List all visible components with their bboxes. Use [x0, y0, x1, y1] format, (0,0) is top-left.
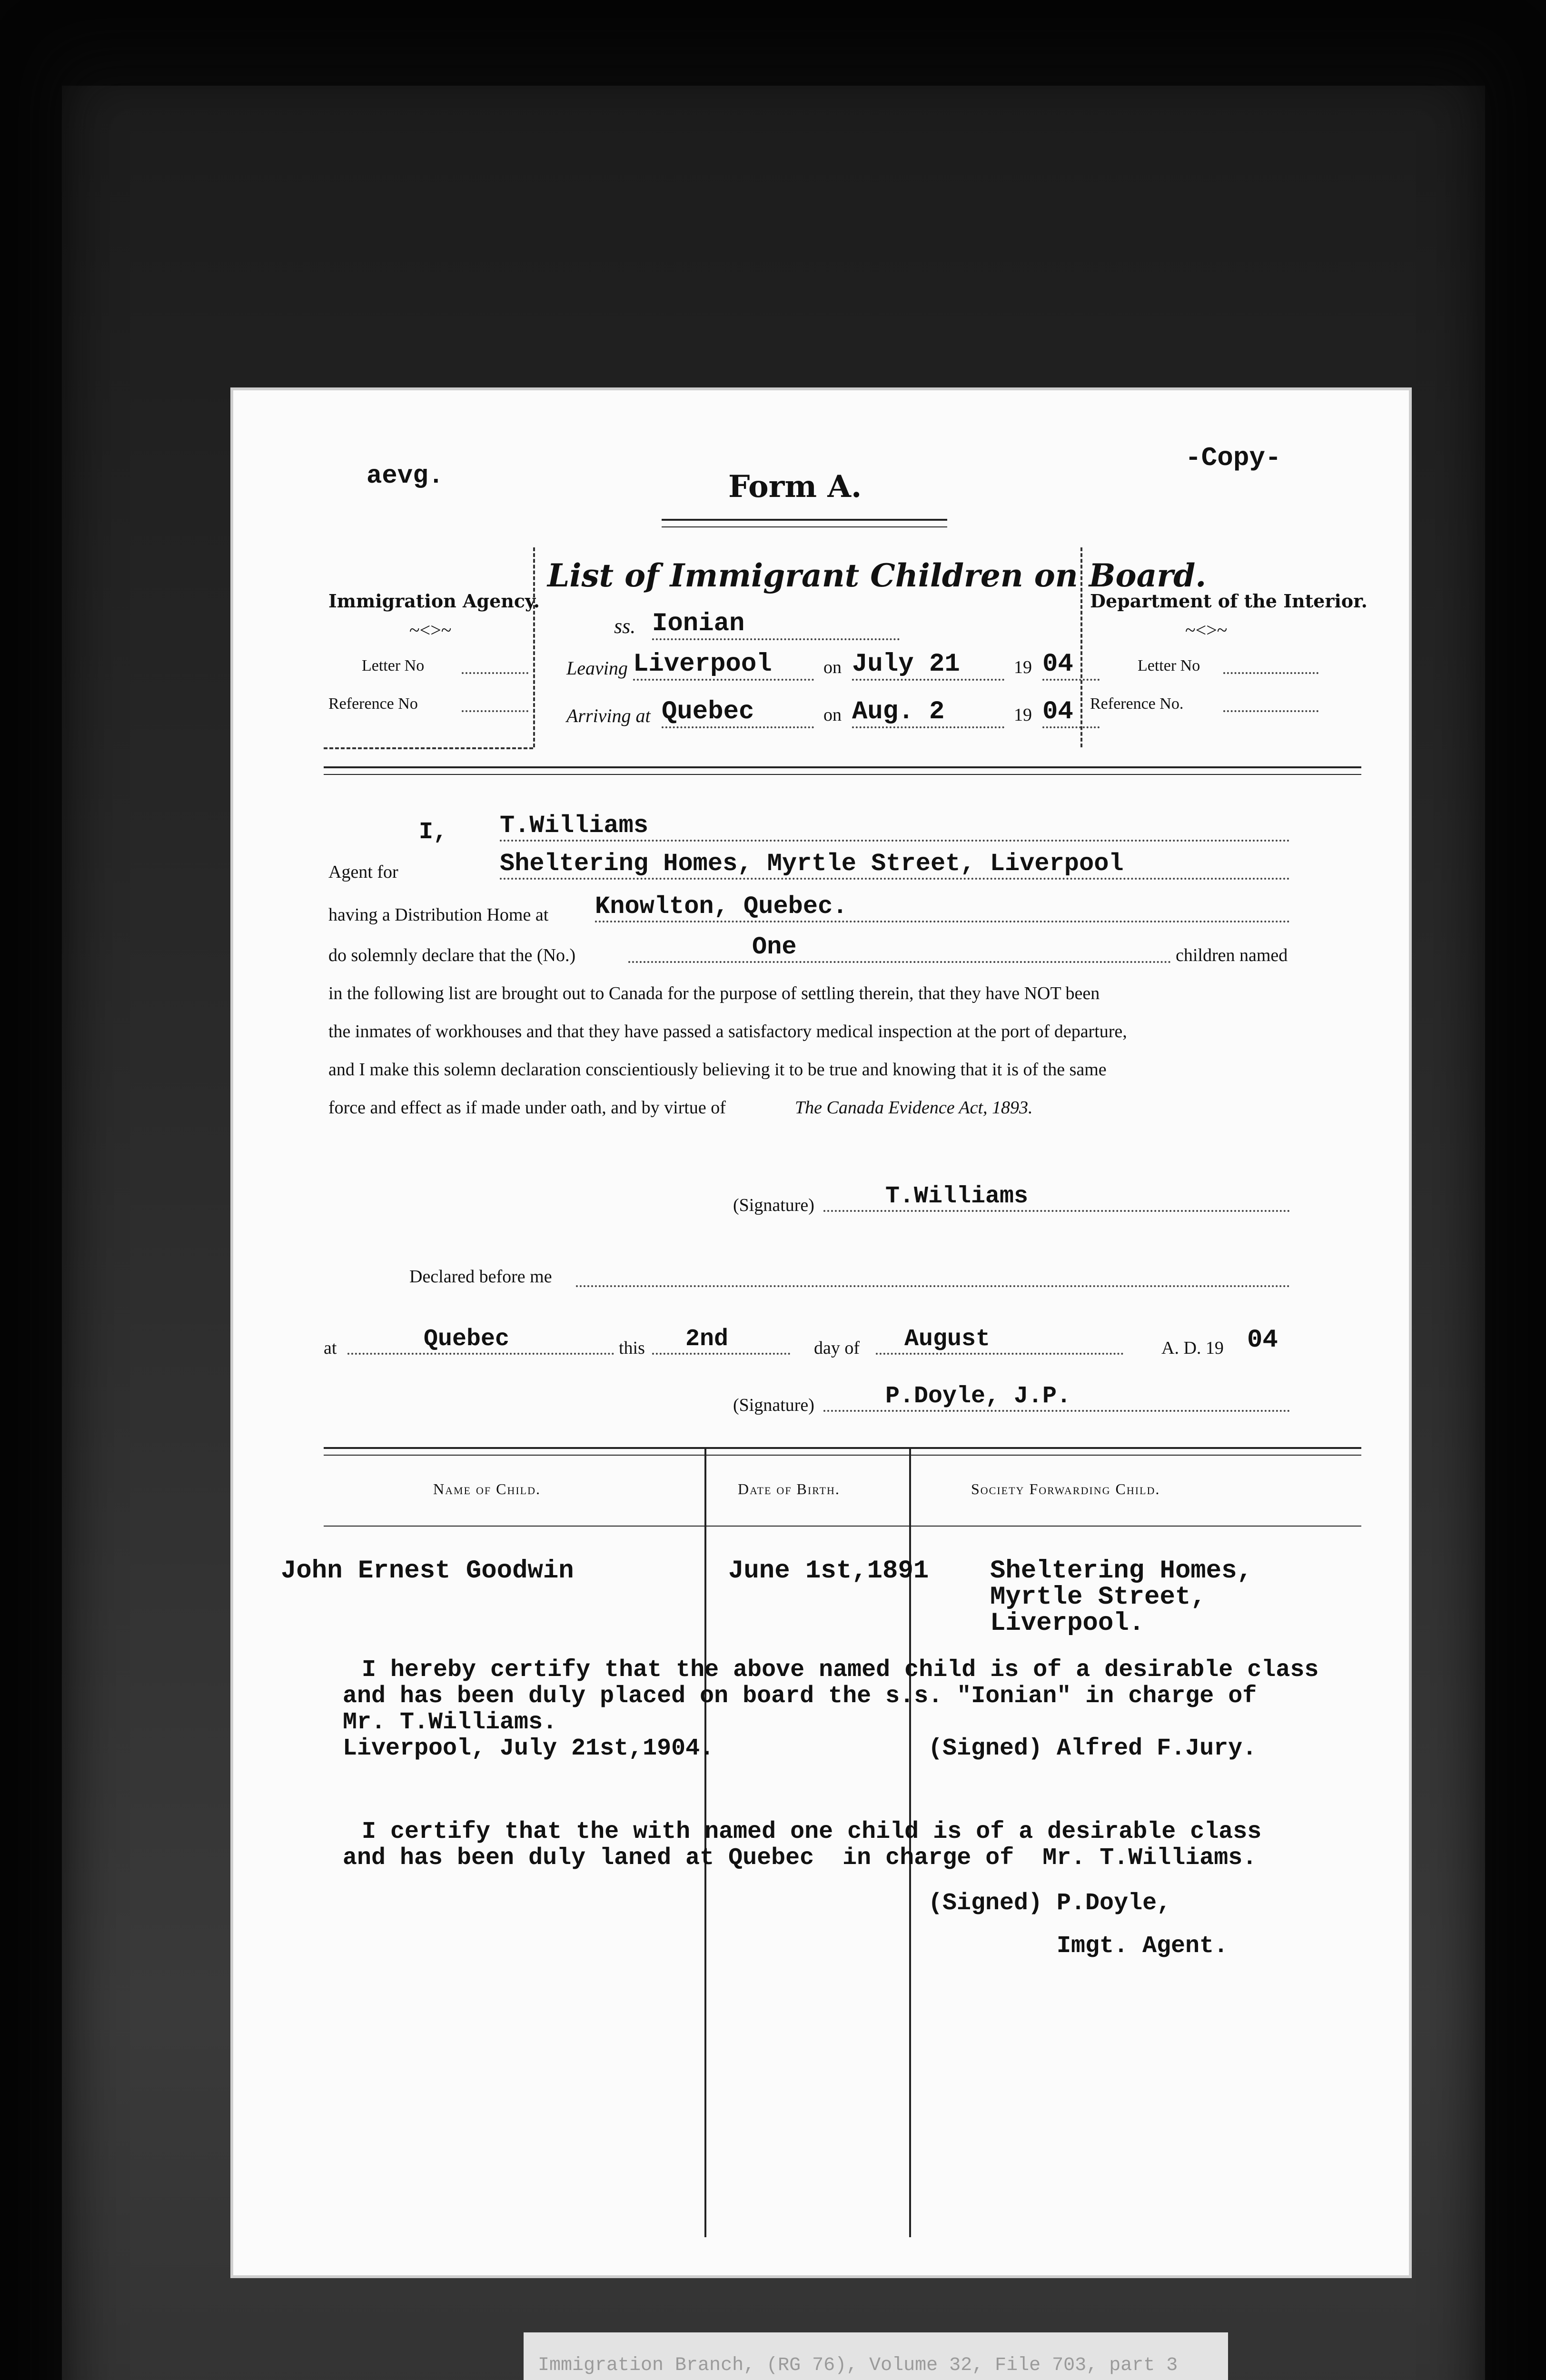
- immigration-agency-title: Immigration Agency.: [328, 590, 540, 612]
- dept-letter-no-label: Letter No: [1138, 657, 1200, 674]
- on-label-2: on: [823, 705, 842, 725]
- declared-day: 2nd: [652, 1326, 790, 1355]
- ad-label: A. D. 19: [1161, 1338, 1224, 1358]
- cert2-line-1: I certify that the with named one child is of a desirable class: [362, 1818, 1262, 1845]
- society-line-2: Myrtle Street,: [990, 1583, 1206, 1612]
- leaving-place: Liverpool: [633, 650, 814, 681]
- cert2-line-2: and has been duly laned at Quebec in charge of Mr. T.Williams.: [343, 1844, 1257, 1872]
- col-society-header: Society Forwarding Child.: [971, 1480, 1160, 1497]
- col-name-header: Name of Child.: [433, 1480, 541, 1497]
- list-title: List of Immigrant Children on Board.: [547, 557, 1207, 594]
- cert1-signed: (Signed) Alfred F.Jury.: [928, 1735, 1257, 1762]
- declaration-body-1: in the following list are brought out to Canada for the purpose of settling therein, that they have NOT been: [328, 983, 1100, 1003]
- signature-label: (Signature): [733, 1195, 814, 1215]
- child-name: John Ernest Goodwin: [281, 1557, 574, 1586]
- this-label: this: [619, 1338, 645, 1358]
- cert2-title: Imgt. Agent.: [1057, 1933, 1229, 1960]
- distribution-home: Knowlton, Quebec.: [595, 892, 1290, 922]
- society-line-3: Liverpool.: [990, 1609, 1145, 1638]
- children-label: children named: [1176, 945, 1288, 965]
- agency-letter-no-label: Letter No: [362, 657, 425, 674]
- leaving-label: Leaving: [566, 657, 628, 679]
- declared-before-label: Declared before me: [409, 1267, 552, 1287]
- justice-signature: P.Doyle, J.P.: [823, 1383, 1290, 1412]
- agent-for-label: Agent for: [328, 862, 398, 882]
- declarant-signature: T.Williams: [823, 1183, 1290, 1212]
- on-label-1: on: [823, 657, 842, 677]
- copy-marking: -Copy-: [1185, 443, 1281, 473]
- leaving-date: July 21: [852, 650, 1004, 681]
- at-label: at: [324, 1338, 337, 1358]
- agency-reference-no-label: Reference No: [328, 695, 418, 713]
- cert1-line-4: Liverpool, July 21st,1904.: [343, 1735, 714, 1762]
- arriving-year-prefix: 19: [1014, 705, 1032, 725]
- declaration-body-4: force and effect as if made under oath, and by virtue of: [328, 1098, 726, 1118]
- form-sheet: [233, 390, 1409, 2275]
- signature2-label: (Signature): [733, 1395, 814, 1415]
- document-code: aevg.: [367, 462, 444, 491]
- day-of-label: day of: [814, 1338, 860, 1358]
- declared-at: Quebec: [347, 1326, 614, 1355]
- cert1-line-1: I hereby certify that the above named child is of a desirable class: [362, 1656, 1319, 1684]
- leaving-year-prefix: 19: [1014, 657, 1032, 677]
- ship-name: Ionian: [652, 609, 900, 640]
- cert1-line-2: and has been duly placed on board the s.s. "Ionian" in charge of: [343, 1683, 1257, 1710]
- col-dob-header: Date of Birth.: [738, 1480, 840, 1497]
- declared-year: 04: [1247, 1326, 1278, 1355]
- distribution-home-label: having a Distribution Home at: [328, 905, 549, 925]
- declaration-body-2: the inmates of workhouses and that they have passed a satisfactory medical inspection at the port of departure,: [328, 1021, 1127, 1041]
- declaration-body-3: and I make this solemn declaration conscientiously believing it to be true and knowing that it is of the same: [328, 1060, 1107, 1080]
- arriving-place: Quebec: [662, 697, 814, 728]
- arriving-label: Arriving at: [566, 705, 651, 726]
- cert1-line-3: Mr. T.Williams.: [343, 1709, 557, 1736]
- declared-month: August: [876, 1326, 1123, 1355]
- child-dob: June 1st,1891: [728, 1557, 929, 1586]
- declarant-i: I,: [419, 819, 448, 846]
- department-title: Department of the Interior.: [1090, 590, 1368, 612]
- arriving-date: Aug. 2: [852, 697, 1004, 728]
- leaving-year: 04: [1042, 650, 1100, 681]
- archive-reference-label: Immigration Branch, (RG 76), Volume 32, File 703, part 3: [524, 2332, 1228, 2380]
- evidence-act: The Canada Evidence Act, 1893.: [795, 1098, 1033, 1118]
- agent-name: T.Williams: [500, 812, 1290, 842]
- ornament-right: ~<>~: [1185, 619, 1228, 641]
- dept-reference-no-label: Reference No.: [1090, 695, 1184, 713]
- arriving-year: 04: [1042, 697, 1100, 728]
- cert2-signed: (Signed) P.Doyle,: [928, 1890, 1171, 1917]
- ss-label: ss.: [614, 615, 636, 638]
- children-count: One: [628, 933, 1171, 963]
- declare-label: do solemnly declare that the (No.): [328, 945, 576, 965]
- society-line-1: Sheltering Homes,: [990, 1557, 1252, 1586]
- form-title: Form A.: [728, 469, 862, 505]
- agent-for: Sheltering Homes, Myrtle Street, Liverpool: [500, 850, 1290, 880]
- ornament-left: ~<>~: [409, 619, 452, 641]
